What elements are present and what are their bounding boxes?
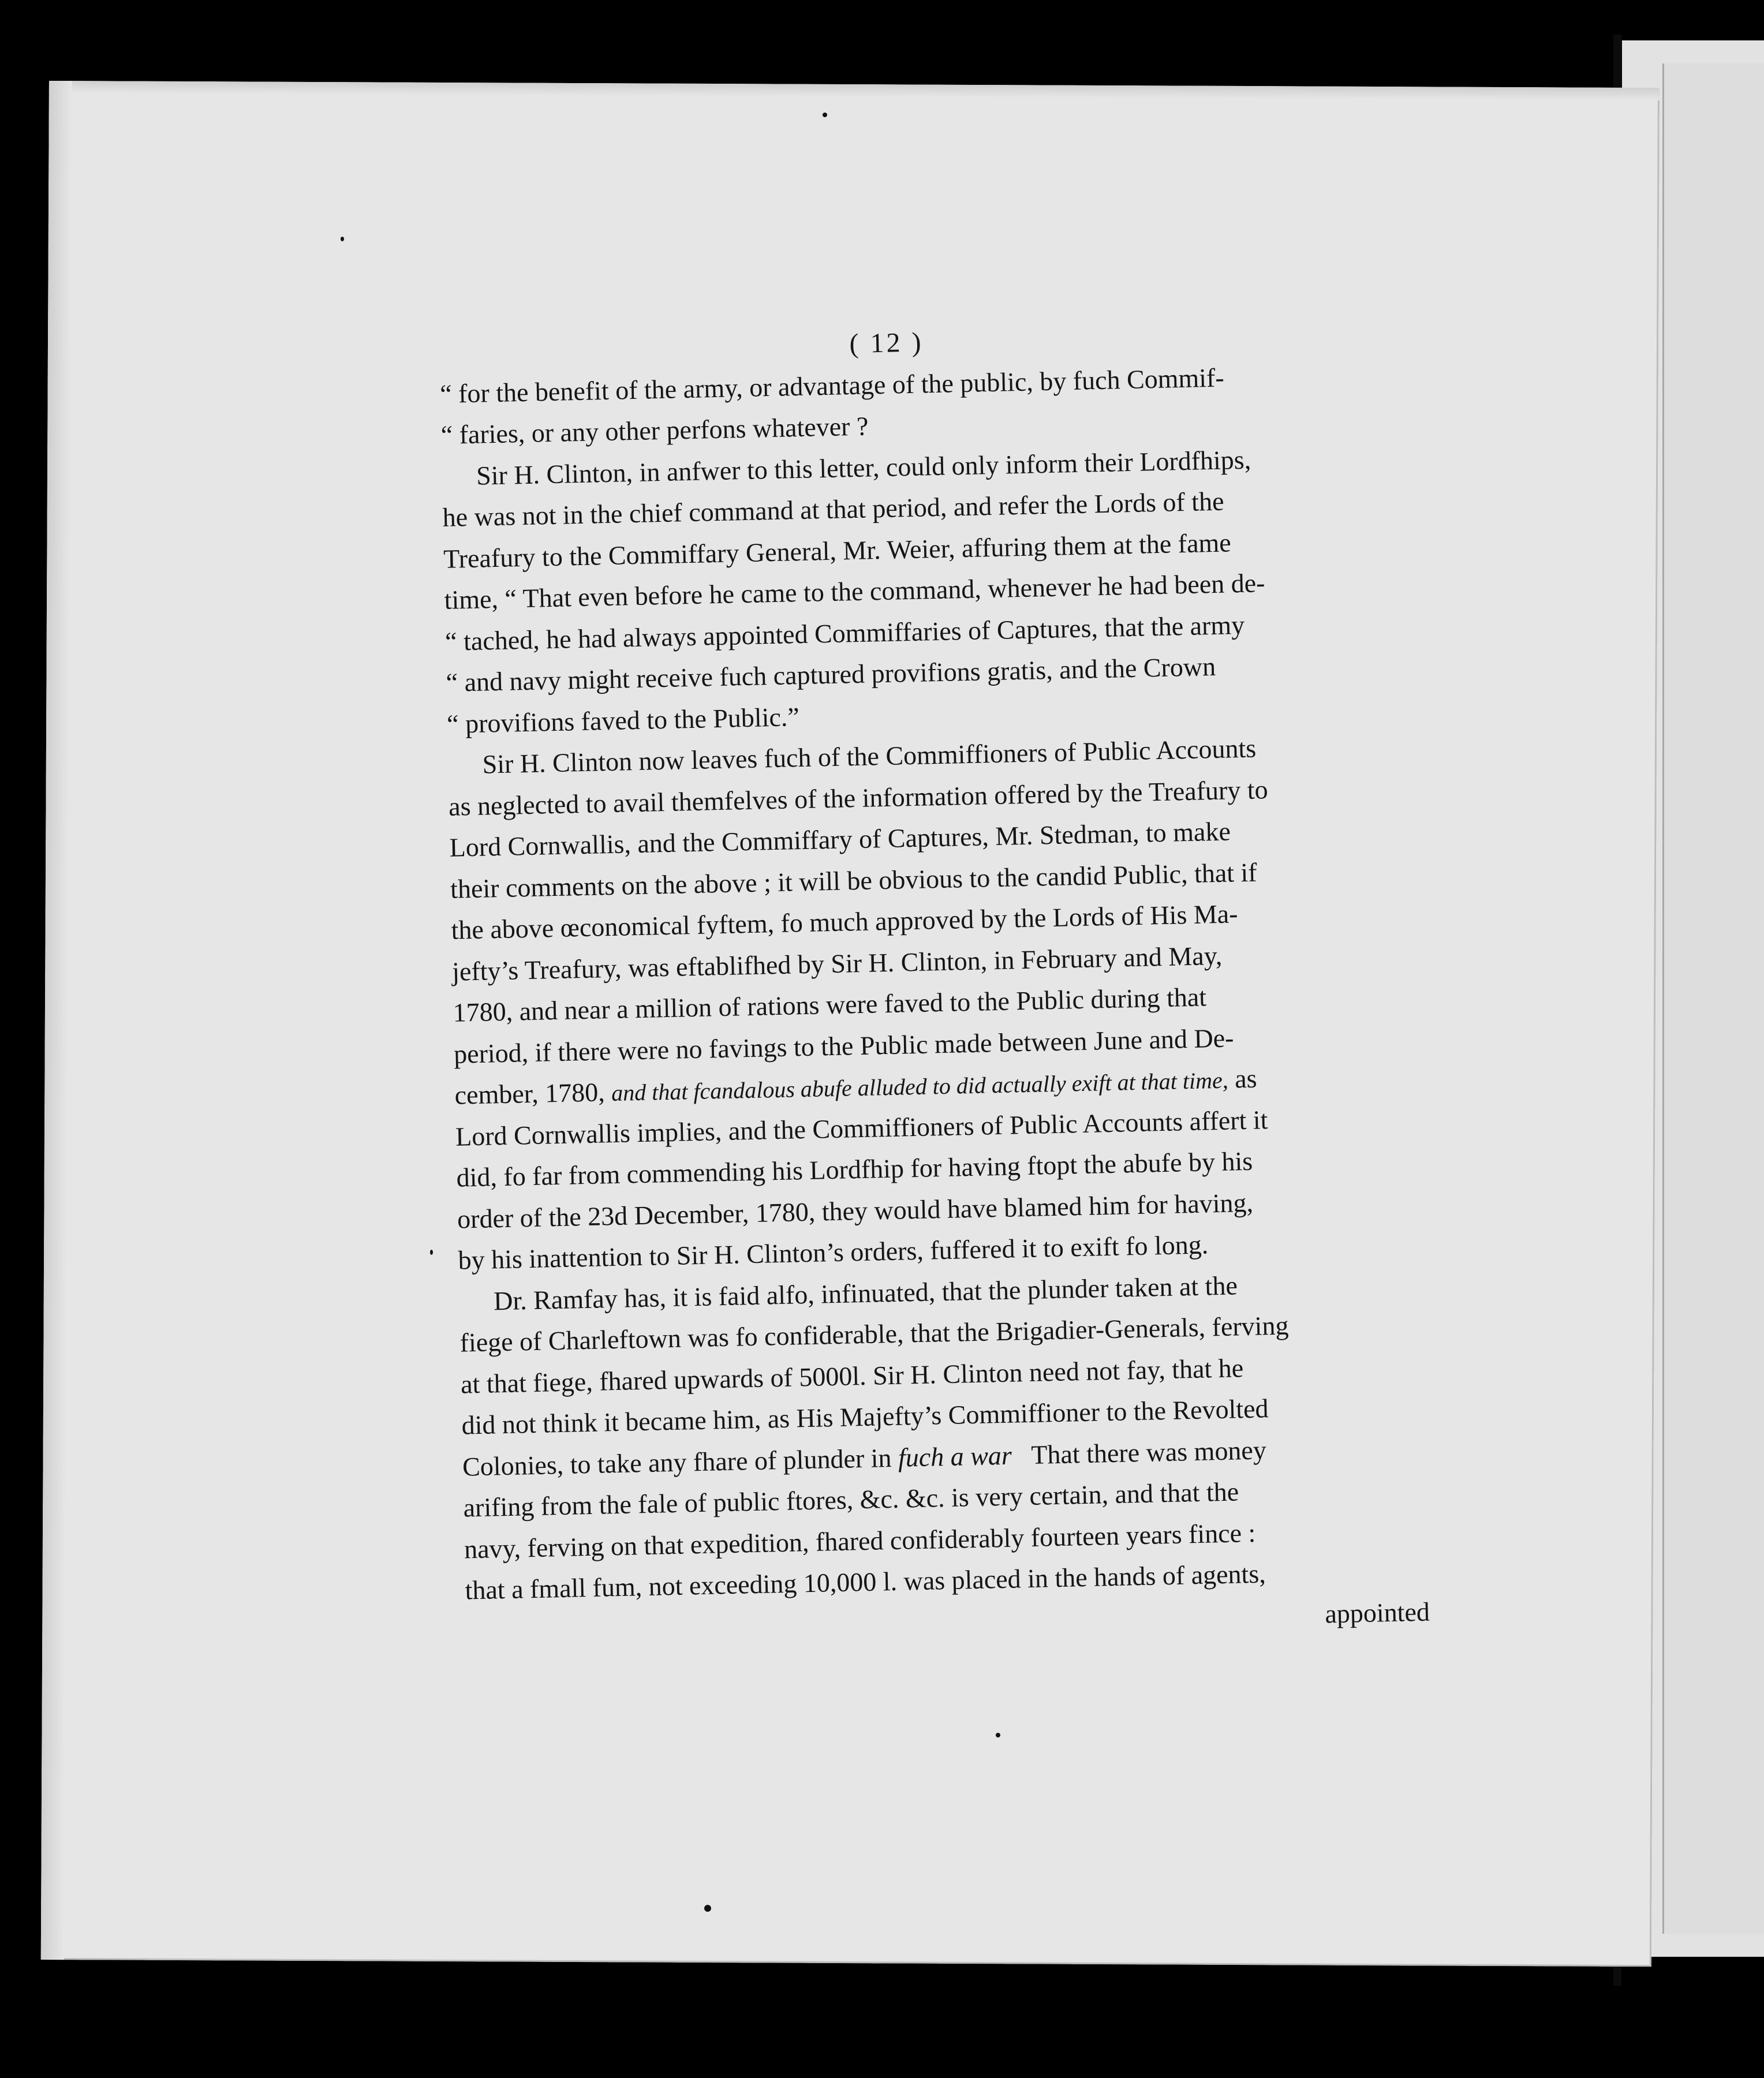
text-line: “ provifions faved to the Public.” bbox=[446, 701, 800, 739]
text-line: the above œconomical fyftem, fo much approved by the Lords of His Ma- bbox=[451, 899, 1238, 945]
text-line: period, if there were no favings to the Public made between June and De- bbox=[453, 1022, 1234, 1069]
paragraph-start: Sir H. Clinton now leaves fuch of the Commiffioners of Public Accounts bbox=[482, 733, 1257, 779]
text-line: Treafury to the Commiffary General, Mr. Weier, affuring them at the fame bbox=[443, 527, 1232, 574]
text-line: fiege of Charleftown was fo confiderable, that the Brigadier-Generals, ferving bbox=[459, 1310, 1289, 1358]
text-run: Colonies, to take any fhare of plunder in bbox=[462, 1442, 892, 1482]
text-line: “ for the benefit of the army, or advantage of the public, by fuch Commif- bbox=[439, 362, 1225, 409]
ink-speck bbox=[996, 1733, 1000, 1737]
page-number: ( 12 ) bbox=[849, 327, 924, 360]
text-line: that a fmall fum, not exceeding 10,000 l. was placed in the hands of agents, bbox=[465, 1558, 1266, 1605]
text-line: jefty’s Treafury, was eftablifhed by Sir H. Clinton, in February and May, bbox=[451, 940, 1223, 986]
text-line: did, fo far from commending his Lordfhip for having ftopt the abufe by his bbox=[456, 1146, 1253, 1193]
text-line: their comments on the above ; it will be obvious to the candid Public, that if bbox=[450, 857, 1258, 904]
facing-page-inner-edge bbox=[1662, 63, 1764, 1934]
page-left-edge bbox=[41, 81, 72, 1960]
text-run: That there was money bbox=[1030, 1434, 1267, 1470]
paragraph-start: Dr. Ramfay has, it is faid alfo, infinuated, that the plunder taken at the bbox=[493, 1270, 1238, 1315]
text-line: 1780, and near a million of rations were faved to the Public during that bbox=[453, 982, 1207, 1027]
text-line: “ faries, or any other perfons whatever ? bbox=[440, 411, 869, 450]
text-line: time, “ That even before he came to the command, whenever he had been de- bbox=[444, 568, 1265, 615]
text-line: Lord Cornwallis, and the Commiffary of Captures, Mr. Stedman, to make bbox=[449, 816, 1231, 862]
italic-text-run: and that fcandalous abufe alluded to did actually exift at that time, bbox=[611, 1067, 1229, 1107]
text-line: navy, ferving on that expedition, fhared confiderably fourteen years fince : bbox=[464, 1518, 1256, 1564]
ink-speck bbox=[823, 113, 827, 117]
text-line: order of the 23d December, 1780, they would have blamed him for having, bbox=[457, 1187, 1254, 1234]
italic-text-run: fuch a war bbox=[898, 1440, 1012, 1472]
text-run: as bbox=[1234, 1063, 1258, 1094]
text-line: as neglected to avail themfelves of the information offered by the Treafury to bbox=[448, 774, 1269, 821]
ink-speck bbox=[704, 1905, 711, 1912]
ink-speck bbox=[430, 1250, 433, 1255]
text-run: cember, 1780, bbox=[454, 1077, 606, 1110]
text-line: “ tached, he had always appointed Commiffaries of Captures, that the army bbox=[444, 610, 1245, 656]
text-line: by his inattention to Sir H. Clinton’s orders, fuffered it to exift fo long. bbox=[458, 1229, 1209, 1275]
catchword: appointed bbox=[1324, 1597, 1430, 1628]
text-line: “ and navy might receive fuch captured provifions gratis, and the Crown bbox=[446, 651, 1216, 697]
text-line: did not think it became him, as His Majefty’s Commiffioner to the Revolted bbox=[461, 1393, 1269, 1440]
text-line: he was not in the chief command at that period, and refer the Lords of the bbox=[442, 486, 1224, 532]
text-line: arifing from the fale of public ftores, &c. &c. is very certain, and that the bbox=[463, 1477, 1239, 1523]
page-text-block bbox=[439, 312, 1430, 1652]
ink-speck bbox=[341, 237, 344, 241]
text-line: at that fiege, fhared upwards of 5000l. Sir H. Clinton need not fay, that he bbox=[460, 1352, 1244, 1399]
text-line: Lord Cornwallis implies, and the Commiffioners of Public Accounts affert it bbox=[455, 1104, 1268, 1152]
page-top-edge bbox=[49, 81, 1660, 100]
paragraph-start: Sir H. Clinton, in anfwer to this letter, could only inform their Lordfhips, bbox=[476, 444, 1251, 491]
